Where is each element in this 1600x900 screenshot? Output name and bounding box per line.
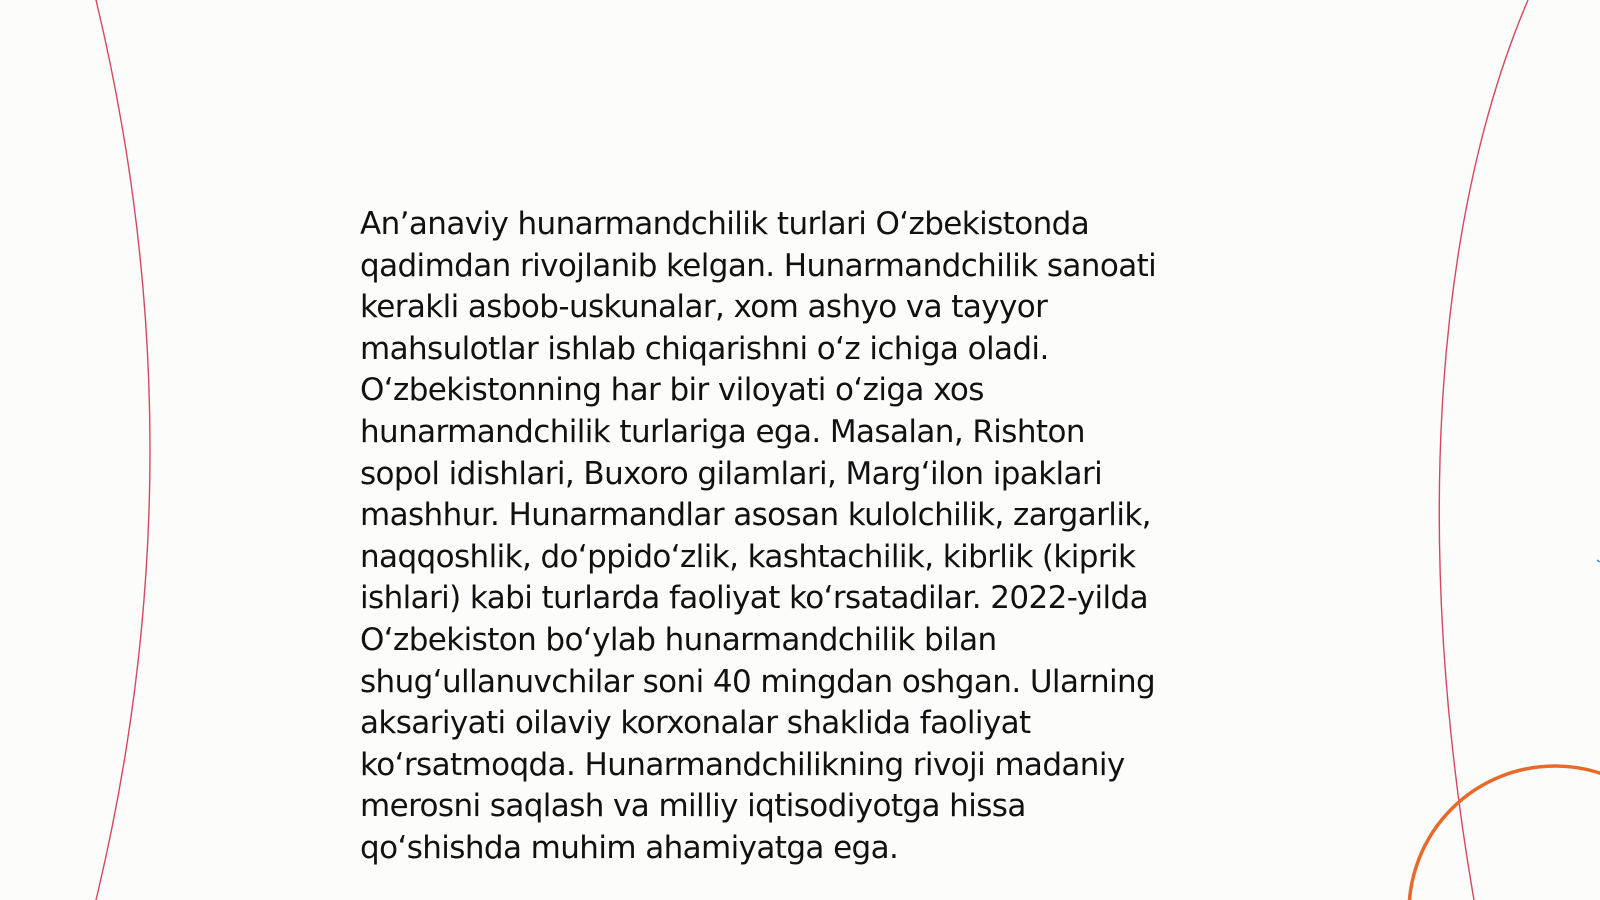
paragraph-line: kerakli asbob-uskunalar, xom ashyo va tayyor [360,289,1048,326]
paragraph-line: koʻrsatmoqda. Hunarmandchilikning rivoji madaniy [360,746,1125,783]
right-curve-line [1439,0,1528,900]
paragraph-line: sopol idishlari, Buxoro gilamlari, Margʻilon ipaklari [360,455,1103,492]
left-curve-line [96,0,150,900]
paragraph-line: Oʻzbekistonning har bir viloyati oʻziga xos [360,372,984,409]
paragraph-line: ishlari) kabi turlarda faoliyat koʻrsatadilar. 2022-yilda [360,580,1149,617]
paragraph-line: merosni saqlash va milliy iqtisodiyotga hissa [360,788,1026,825]
paragraph-line: shugʻullanuvchilar soni 40 mingdan oshgan. Ularning [360,663,1156,700]
paragraph-line: mahsulotlar ishlab chiqarishni oʻz ichiga oladi. [360,330,1049,367]
paragraph-line: An’anaviy hunarmandchilik turlari Oʻzbekistonda [360,206,1090,242]
paragraph-line: Oʻzbekiston boʻylab hunarmandchilik bilan [360,621,997,658]
paragraph-line: mashhur. Hunarmandlar asosan kulolchilik, zargarlik, [360,497,1151,534]
paragraph-line: naqqoshlik, doʻppidoʻzlik, kashtachilik, kibrlik (kiprik [360,538,1136,575]
paragraph-line: aksariyati oilaviy korxonalar shaklida faoliyat [360,705,1031,742]
accent-circle-outline [1409,766,1600,900]
body-paragraph [360,204,1240,870]
paragraph-line: qoʻshishda muhim ahamiyatga ega. [360,829,899,866]
paragraph-line: qadimdan rivojlanib kelgan. Hunarmandchilik sanoati [360,247,1157,284]
paragraph-line: hunarmandchilik turlariga ega. Masalan, Rishton [360,413,1085,450]
